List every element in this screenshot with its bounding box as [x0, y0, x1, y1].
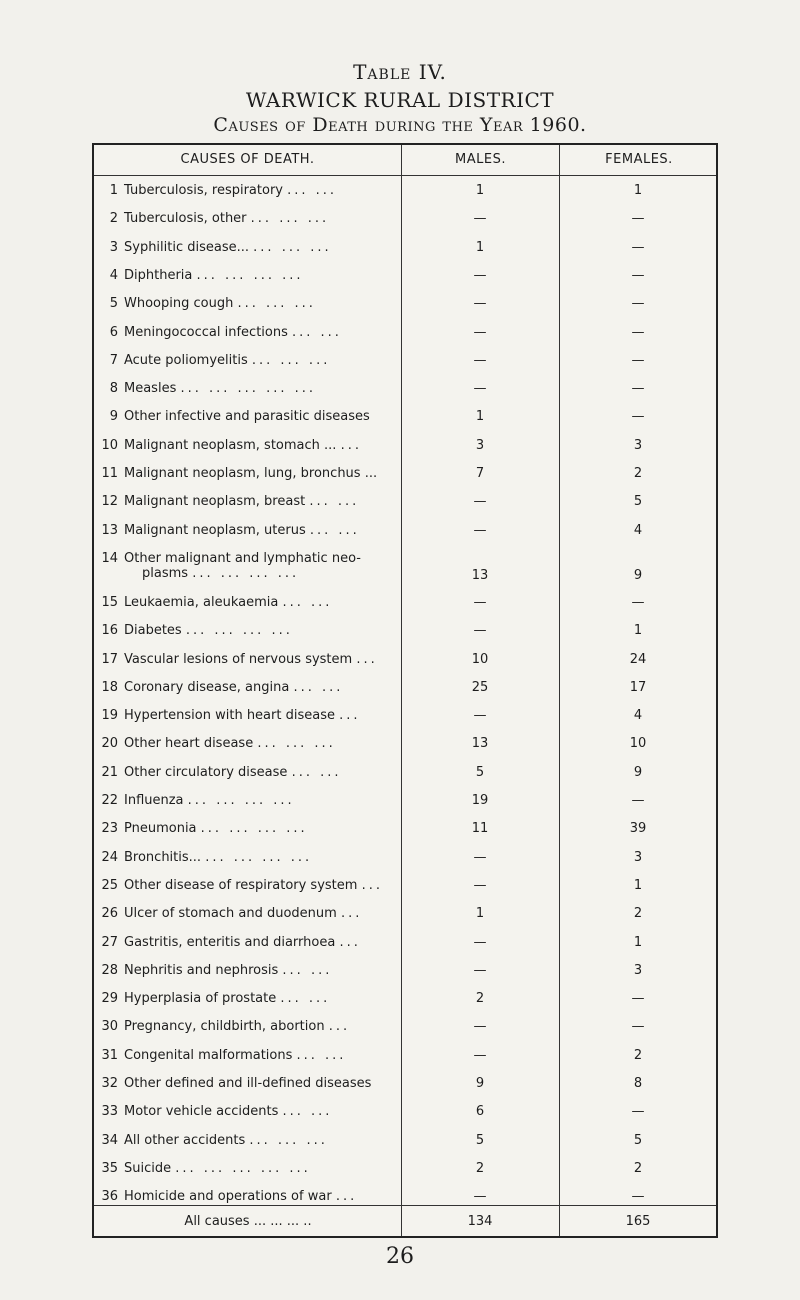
cause-label: Acute poliomyelitis ... ... ... [124, 352, 331, 368]
row-number: 25 [101, 877, 118, 893]
males-value: — [473, 877, 487, 893]
table-row [94, 551, 720, 595]
cause-label: All other accidents ... ... ... [124, 1132, 328, 1148]
females-value: 2 [633, 466, 643, 481]
females-value: — [631, 239, 645, 255]
females-value: — [631, 409, 645, 425]
table-row [94, 736, 720, 764]
females-value: — [631, 381, 645, 397]
table-row [94, 381, 720, 409]
cause-label: Nephritis and nephrosis ... ... [124, 962, 333, 978]
total-row [94, 1207, 720, 1237]
cause-label: Malignant neoplasm, stomach ... ... [124, 437, 362, 453]
males-value: — [473, 267, 487, 283]
cause-label: Other heart disease ... ... ... [124, 736, 336, 752]
cause-label: Influenza ... ... ... ... [124, 793, 295, 808]
females-value: 3 [633, 849, 643, 865]
table-row [94, 1048, 720, 1076]
row-number: 27 [101, 934, 118, 950]
males-value: — [473, 381, 487, 397]
table-row [94, 1019, 720, 1047]
males-value: — [473, 708, 487, 724]
row-number: 12 [101, 494, 118, 510]
causes-of-death-table [92, 143, 718, 1238]
table-row [94, 906, 720, 934]
table-row [94, 409, 720, 437]
header-rule [94, 175, 716, 176]
row-number: 5 [109, 296, 118, 312]
row-number: 24 [101, 849, 118, 865]
males-value: — [473, 594, 487, 610]
females-value: 24 [629, 651, 647, 667]
table-row [94, 1133, 720, 1161]
table-row [94, 595, 720, 623]
males-value: 25 [471, 679, 489, 695]
row-number: 22 [101, 793, 118, 808]
cause-label: Malignant neoplasm, breast ... ... [124, 494, 360, 510]
males-value: — [473, 1047, 487, 1063]
males-value: — [473, 211, 487, 227]
table-row [94, 523, 720, 551]
row-number: 19 [101, 708, 118, 724]
table-row [94, 680, 720, 708]
females-value: 10 [629, 736, 647, 752]
males-value: 11 [471, 821, 489, 837]
row-number: 2 [109, 211, 118, 227]
row-number: 35 [101, 1160, 118, 1176]
table-row [94, 765, 720, 793]
females-value: 39 [629, 821, 647, 837]
females-value: 1 [633, 877, 643, 893]
table-label: Table IV. [353, 60, 447, 84]
females-value: 3 [633, 962, 643, 978]
females-value: — [631, 267, 645, 283]
females-value: 9 [633, 764, 643, 780]
cause-label: Gastritis, enteritis and diarrhoea ... [124, 934, 361, 950]
cause-label: Motor vehicle accidents ... ... [124, 1104, 333, 1120]
males-value: — [473, 494, 487, 510]
females-value: — [631, 352, 645, 368]
cause-label: Suicide ... ... ... ... ... [124, 1160, 311, 1176]
table-row [94, 211, 720, 239]
row-number: 11 [101, 466, 118, 481]
table-row [94, 623, 720, 651]
males-value: 13 [471, 567, 489, 583]
males-value: — [473, 962, 487, 978]
females-value: — [631, 211, 645, 227]
row-number: 20 [101, 736, 118, 752]
row-number: 6 [109, 324, 118, 340]
females-value: 5 [633, 494, 643, 510]
males-value: 1 [475, 239, 485, 255]
females-value: — [631, 1189, 645, 1205]
males-value: 2 [475, 1160, 485, 1176]
row-number: 29 [101, 991, 118, 1007]
row-number: 21 [101, 764, 118, 780]
males-value: 6 [475, 1104, 485, 1120]
cause-label: Whooping cough ... ... ... [124, 296, 316, 312]
cause-label: Bronchitis... ... ... ... ... [124, 849, 313, 865]
table-row [94, 821, 720, 849]
cause-label: Other disease of respiratory system ... [124, 877, 383, 893]
females-value: 4 [633, 522, 643, 538]
row-number: 8 [109, 381, 118, 397]
row-number: 36 [101, 1189, 118, 1205]
table-row [94, 935, 720, 963]
cause-label: Homicide and operations of war ... [124, 1189, 358, 1205]
row-number: 23 [101, 821, 118, 837]
males-value: 5 [475, 764, 485, 780]
table-row [94, 963, 720, 991]
cause-label: Coronary disease, angina ... ... [124, 679, 344, 695]
row-number: 4 [109, 267, 118, 283]
row-number: 33 [101, 1104, 118, 1120]
females-value: — [631, 1104, 645, 1120]
females-value: 2 [633, 906, 643, 922]
cause-label: Congenital malformations ... ... [124, 1047, 347, 1063]
females-value: 3 [633, 437, 643, 453]
row-number: 10 [101, 437, 118, 453]
row-number: 16 [101, 623, 118, 639]
cause-label: Hyperplasia of prostate ... ... [124, 991, 331, 1007]
cause-label: Diabetes ... ... ... ... [124, 623, 293, 639]
females-value: 2 [633, 1160, 643, 1176]
row-number: 18 [101, 679, 118, 695]
females-value: — [631, 991, 645, 1007]
males-value: — [473, 296, 487, 312]
row-number: 1 [109, 183, 118, 198]
table-row [94, 494, 720, 522]
cause-label: Measles ... ... ... ... ... [124, 381, 316, 397]
table-row [94, 850, 720, 878]
females-value: — [631, 793, 645, 808]
males-value: — [473, 522, 487, 538]
males-value: 1 [475, 906, 485, 922]
cause-label: Tuberculosis, respiratory ... ... [124, 183, 338, 198]
females-value: — [631, 1019, 645, 1035]
cause-label: Other defined and ill-defined diseases [124, 1076, 372, 1091]
females-value: 1 [633, 183, 643, 198]
row-number: 34 [101, 1132, 118, 1148]
males-value: — [473, 1019, 487, 1035]
table-subtitle: Causes of Death during the Year 1960. [213, 114, 587, 136]
cause-label: Other infective and parasitic diseases [124, 409, 370, 425]
males-value: 5 [475, 1132, 485, 1148]
table-row [94, 1076, 720, 1104]
females-value: 9 [633, 567, 643, 583]
females-value: 1 [633, 623, 643, 639]
table-row [94, 325, 720, 353]
cause-label: Pregnancy, childbirth, abortion ... [124, 1019, 351, 1035]
cause-label: Meningococcal infections ... ... [124, 324, 342, 340]
table-row [94, 183, 720, 211]
females-value: 2 [633, 1047, 643, 1063]
row-number: 14 [101, 550, 118, 566]
cause-label: Other malignant and lymphatic neo- plasms ... ... ... ... [124, 550, 361, 581]
table-row [94, 353, 720, 381]
cause-label: Vascular lesions of nervous system ... [124, 651, 378, 667]
males-value: 7 [475, 466, 485, 481]
males-value: — [473, 623, 487, 639]
males-value: 13 [471, 736, 489, 752]
females-value: 17 [629, 679, 647, 695]
row-number: 9 [109, 409, 118, 425]
cause-label: Other circulatory disease ... ... [124, 764, 342, 780]
females-value: 5 [633, 1132, 643, 1148]
males-value: — [473, 352, 487, 368]
district-title: WARWICK RURAL DISTRICT [245, 88, 555, 112]
cause-label: Hypertension with heart disease ... [124, 708, 361, 724]
females-value: — [631, 594, 645, 610]
cause-label: Pneumonia ... ... ... ... [124, 821, 308, 837]
females-value: — [631, 296, 645, 312]
row-number: 13 [101, 522, 118, 538]
row-number: 28 [101, 962, 118, 978]
row-number: 30 [101, 1019, 118, 1035]
table-row [94, 991, 720, 1019]
table-row [94, 268, 720, 296]
cause-label: Diphtheria ... ... ... ... [124, 267, 304, 283]
table-row [94, 466, 720, 494]
row-number: 26 [101, 906, 118, 922]
total-females: 165 [625, 1214, 651, 1229]
males-value: 1 [475, 409, 485, 425]
males-value: 10 [471, 651, 489, 667]
cause-label: Malignant neoplasm, lung, bronchus ... [124, 466, 378, 481]
cause-label: Tuberculosis, other ... ... ... [124, 211, 330, 227]
row-number: 7 [109, 352, 118, 368]
table-row [94, 793, 720, 821]
column-header-females: FEMALES. [605, 152, 673, 167]
row-number: 17 [101, 651, 118, 667]
row-number: 32 [101, 1076, 118, 1091]
row-number: 15 [101, 594, 118, 610]
males-value: — [473, 324, 487, 340]
cause-label: Syphilitic disease... ... ... ... [124, 239, 332, 255]
females-value: 4 [633, 708, 643, 724]
males-value: 2 [475, 991, 485, 1007]
row-number: 31 [101, 1047, 118, 1063]
females-value: 8 [633, 1076, 643, 1091]
cause-label: Malignant neoplasm, uterus ... ... [124, 522, 360, 538]
row-number: 3 [109, 239, 118, 255]
females-value: 1 [633, 934, 643, 950]
total-males: 134 [467, 1214, 493, 1229]
table-row [94, 438, 720, 466]
column-header-males: MALES. [455, 152, 506, 167]
males-value: 1 [475, 183, 485, 198]
page-number: 26 [386, 1244, 414, 1269]
cause-label: Leukaemia, aleukaemia ... ... [124, 594, 333, 610]
males-value: — [473, 934, 487, 950]
table-row [94, 878, 720, 906]
males-value: 3 [475, 437, 485, 453]
males-value: — [473, 849, 487, 865]
table-row [94, 1161, 720, 1189]
males-value: 19 [471, 793, 489, 808]
males-value: 9 [475, 1076, 485, 1091]
table-row [94, 708, 720, 736]
column-header-cause: CAUSES OF DEATH. [180, 152, 315, 167]
table-row [94, 240, 720, 268]
total-label: All causes ... ... ... .. [184, 1214, 312, 1229]
females-value: — [631, 324, 645, 340]
cause-label: Ulcer of stomach and duodenum ... [124, 906, 363, 922]
table-row [94, 652, 720, 680]
males-value: — [473, 1189, 487, 1205]
table-row [94, 1104, 720, 1132]
table-row [94, 296, 720, 324]
